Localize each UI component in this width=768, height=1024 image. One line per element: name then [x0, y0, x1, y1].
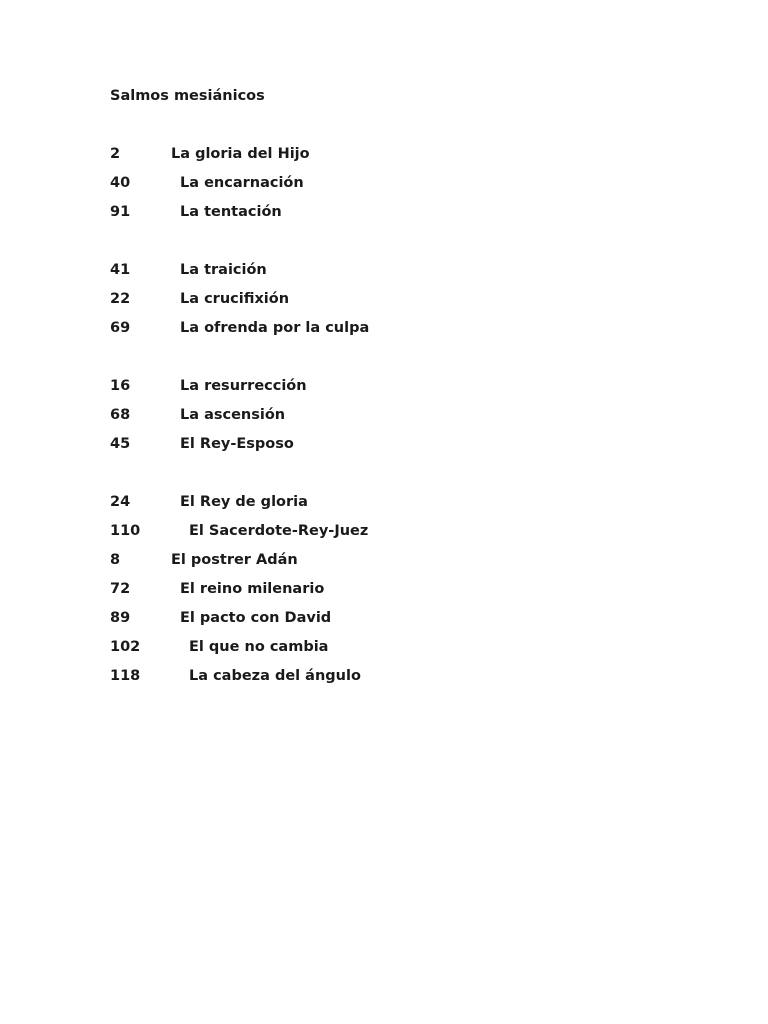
psalm-title: La crucifixión	[180, 291, 290, 307]
psalm-number: 72	[110, 581, 131, 597]
psalm-title: El Rey de gloria	[180, 494, 308, 510]
psalm-title: La ascensión	[180, 407, 286, 423]
psalm-title: El pacto con David	[180, 610, 332, 626]
psalm-number: 118	[110, 668, 141, 684]
psalm-title: La ofrenda por la culpa	[180, 320, 370, 336]
psalm-number: 110	[110, 523, 141, 539]
psalm-title: La encarnación	[180, 175, 304, 191]
document-title: Salmos mesiánicos	[110, 88, 265, 104]
psalm-number: 2	[110, 146, 121, 162]
psalm-number: 8	[110, 552, 121, 568]
psalm-title: La gloria del Hijo	[171, 146, 310, 162]
psalm-title: El postrer Adán	[171, 552, 298, 568]
psalm-title: El que no cambia	[189, 639, 329, 655]
psalm-title: El reino milenario	[180, 581, 325, 597]
psalm-title: La resurrección	[180, 378, 307, 394]
psalm-number: 89	[110, 610, 131, 626]
psalm-number: 24	[110, 494, 131, 510]
psalm-number: 41	[110, 262, 131, 278]
psalm-title: La tentación	[180, 204, 282, 220]
psalm-number: 91	[110, 204, 131, 220]
psalm-number: 69	[110, 320, 131, 336]
psalm-number: 40	[110, 175, 131, 191]
psalm-number: 102	[110, 639, 141, 655]
psalm-number: 16	[110, 378, 131, 394]
psalm-number: 45	[110, 436, 131, 452]
psalm-title: La traición	[180, 262, 267, 278]
psalm-title: El Sacerdote-Rey-Juez	[189, 523, 369, 539]
psalm-number: 22	[110, 291, 131, 307]
psalm-title: La cabeza del ángulo	[189, 668, 361, 684]
psalm-title: El Rey-Esposo	[180, 436, 294, 452]
psalm-number: 68	[110, 407, 131, 423]
